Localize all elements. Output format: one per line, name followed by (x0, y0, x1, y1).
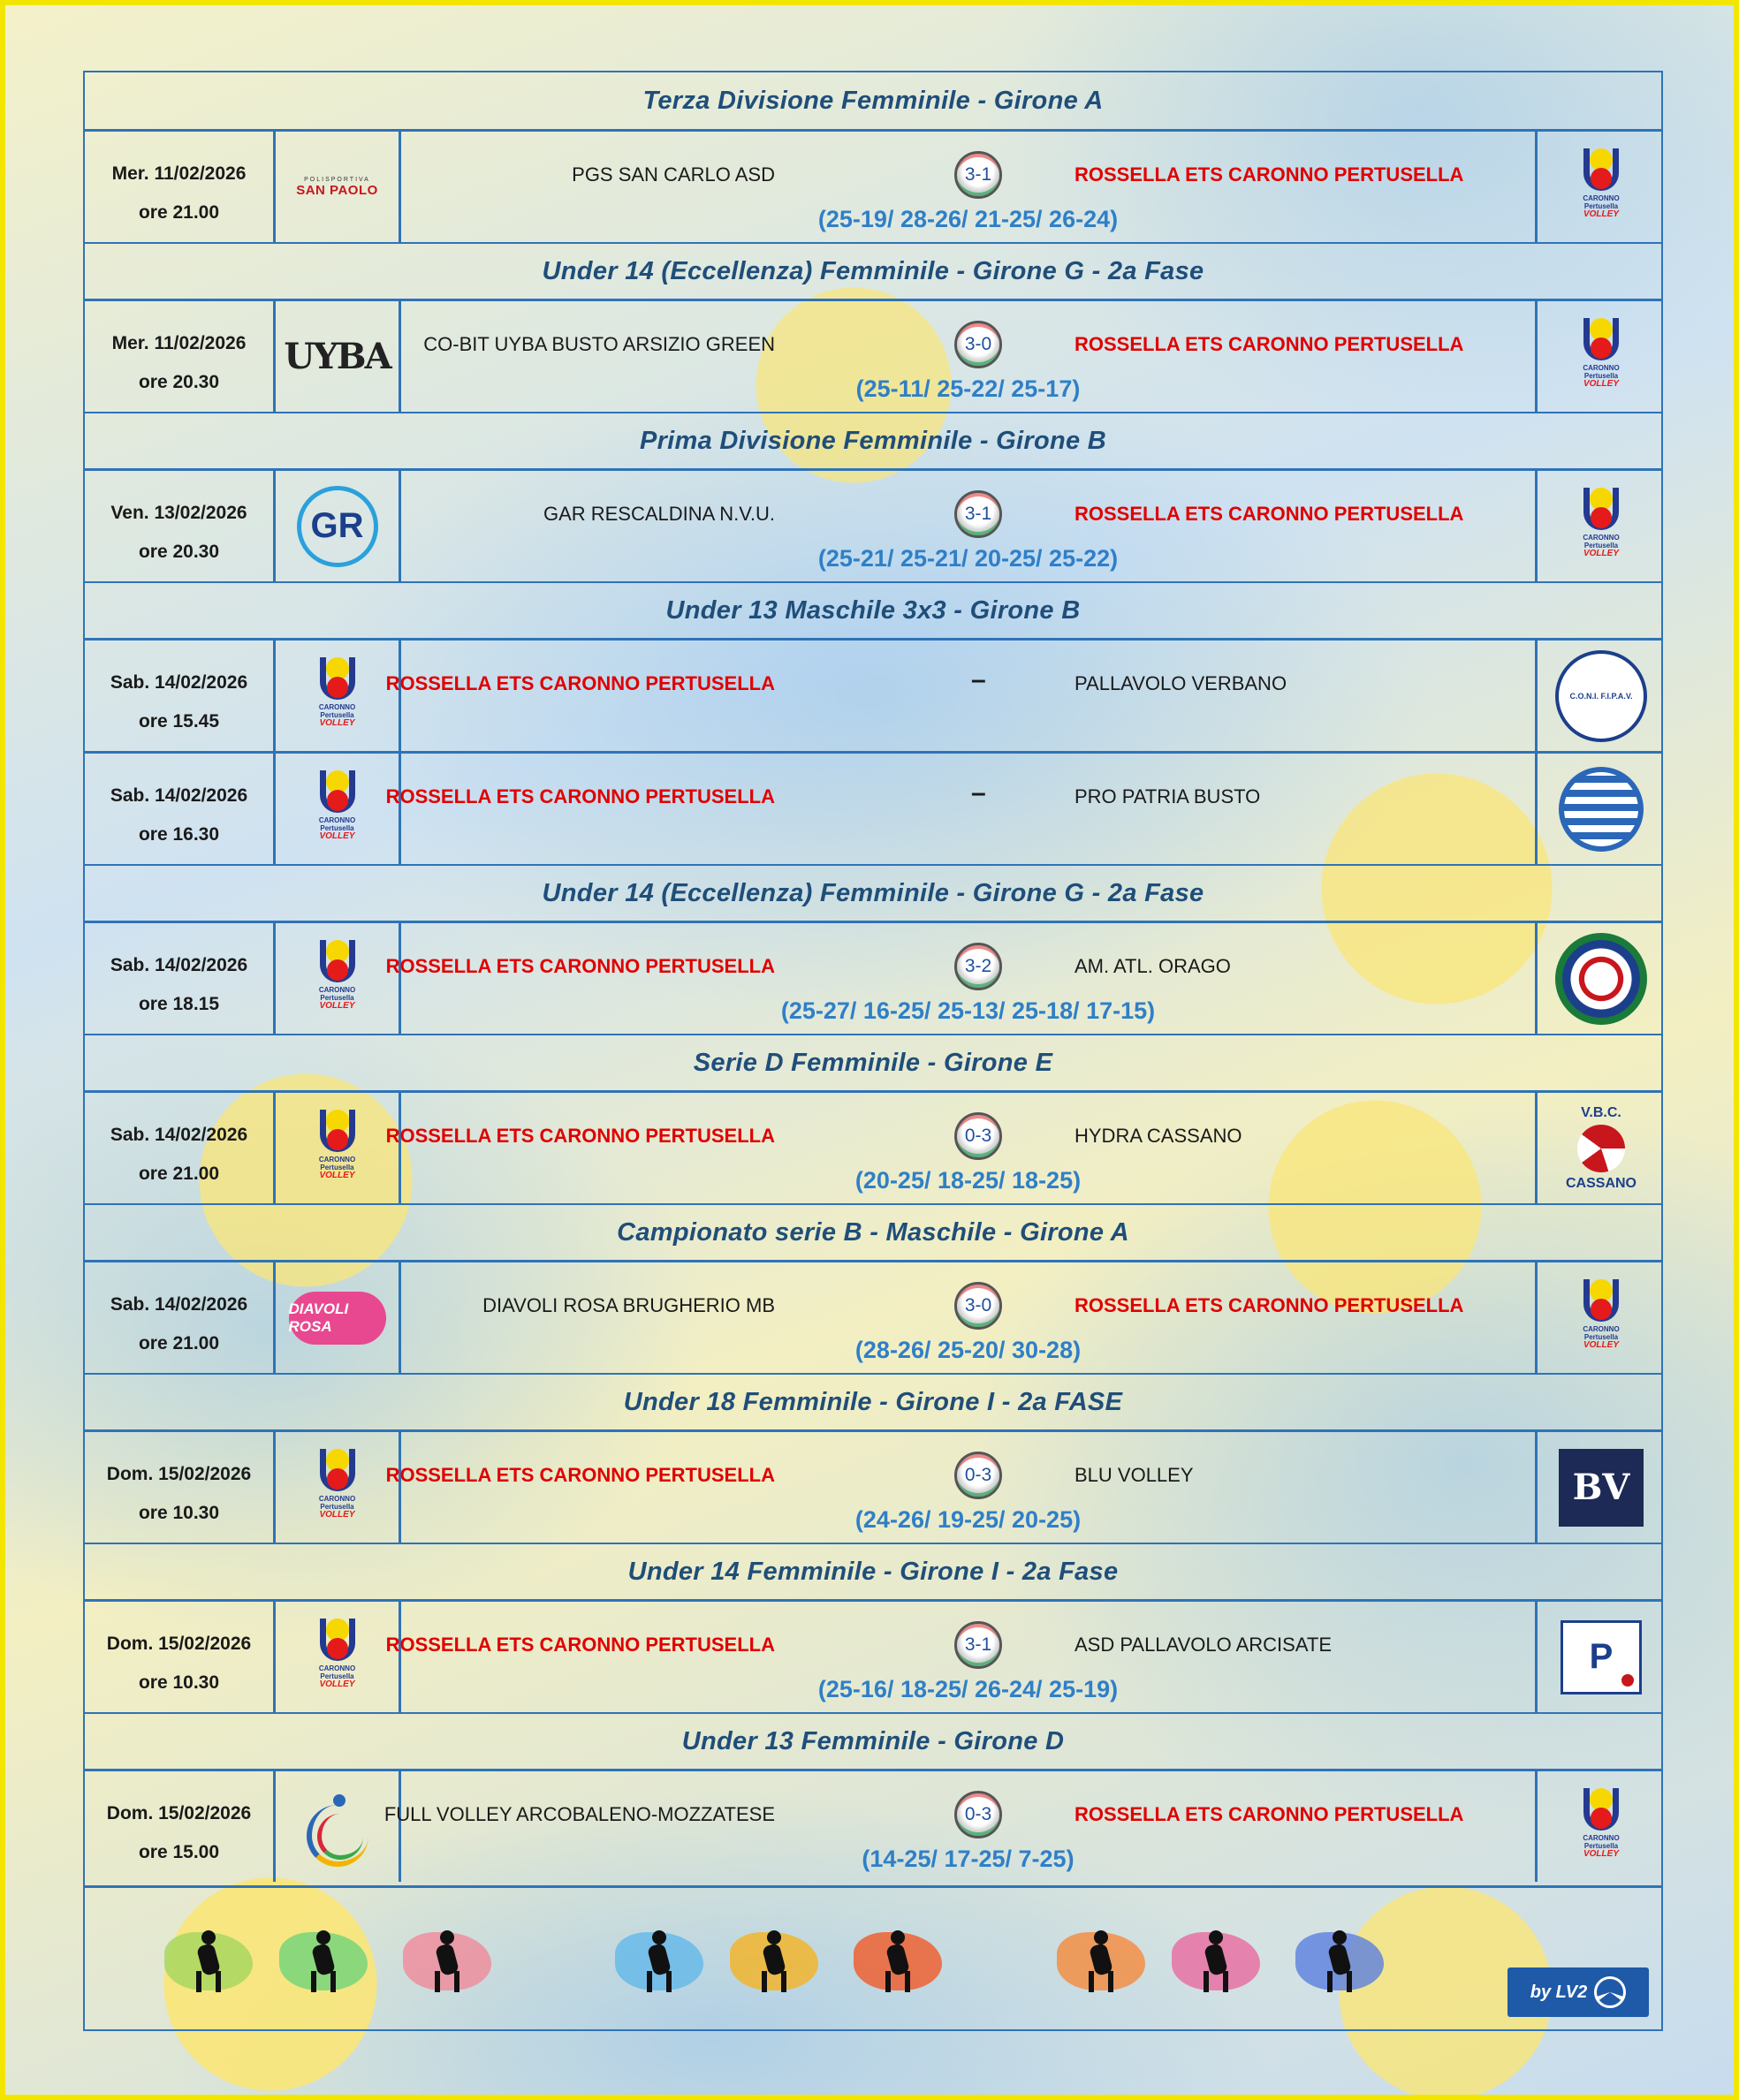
logo-text (1566, 534, 1636, 557)
logo-text (302, 1664, 373, 1688)
match-time: ore 21.00 (138, 1333, 220, 1353)
player-legs (311, 1971, 336, 1992)
match-day: Sab. 14/02/2026 (110, 1294, 248, 1315)
logo-text (302, 703, 373, 727)
logo-red-dot (1591, 168, 1612, 189)
logo-text-line1: CARONNO (1583, 363, 1620, 372)
match-row (85, 1599, 1661, 1712)
player-silhouette-icon (730, 1927, 818, 1998)
match-day: Sab. 14/02/2026 (110, 1125, 248, 1145)
home-logo-cell (276, 132, 401, 242)
logo-text-line2: Pertusella (1583, 1332, 1619, 1341)
match-day: Sab. 14/02/2026 (110, 785, 248, 806)
match-date-cell (85, 923, 276, 1034)
logo-text-line1: CARONNO (318, 702, 356, 711)
rossella-volley-logo (1571, 1279, 1631, 1357)
logo-text-line1: CARONNO (318, 985, 356, 994)
diavoli-rosa-logo: DIAVOLI ROSA (289, 1292, 386, 1345)
section-title: Prima Divisione Femminile - Girone B (85, 412, 1661, 468)
player-head (652, 1930, 666, 1945)
score-badge: 3-0 (954, 321, 1002, 368)
player-figure (884, 1930, 910, 1992)
match-cell (401, 471, 1535, 581)
away-team-name: ROSSELLA ETS CARONNO PERTUSELLA (1075, 163, 1464, 186)
match-row (85, 1429, 1661, 1543)
away-team-name: ROSSELLA ETS CARONNO PERTUSELLA (1075, 1803, 1464, 1825)
away-team-name: AM. ATL. ORAGO (1075, 955, 1231, 977)
home-team-name: ROSSELLA ETS CARONNO PERTUSELLA (385, 1125, 775, 1147)
score-badge: 3-1 (954, 1621, 1002, 1669)
section-title: Under 13 Maschile 3x3 - Girone B (85, 581, 1661, 638)
logo-bottom-text: CASSANO (1565, 1175, 1636, 1191)
logo-text-line2: Pertusella (320, 1502, 354, 1511)
match-cell (385, 1093, 1535, 1203)
volleyball-icon (1594, 1976, 1626, 2008)
match-date-cell (85, 754, 276, 864)
home-team-name: FULL VOLLEY ARCOBALENO-MOZZATESE (383, 1803, 775, 1825)
player-silhouette-icon (1295, 1927, 1384, 1998)
logo-text-line2: Pertusella (320, 993, 354, 1002)
logo-text (302, 1156, 373, 1179)
logo-main-text: SAN PAOLO (296, 182, 378, 198)
section-title: Campionato serie B - Maschile - Girone A (85, 1203, 1661, 1260)
away-logo-cell (1535, 641, 1665, 751)
player-legs (762, 1971, 786, 1992)
logo-text-line3: VOLLEY (319, 1170, 355, 1180)
score-badge: 0-3 (954, 1452, 1002, 1499)
score-pending: – (971, 665, 986, 694)
logo-text (1566, 1325, 1636, 1349)
logo-red-dot (1591, 1299, 1612, 1320)
match-row (85, 1260, 1661, 1373)
arcisate-logo: P (1561, 1620, 1642, 1694)
player-legs (435, 1971, 459, 1992)
match-row (85, 921, 1661, 1034)
logo-text-line3: VOLLEY (319, 717, 355, 728)
score-pending: – (971, 778, 986, 807)
player-figure (645, 1930, 672, 1992)
section-title: Serie D Femminile - Girone E (85, 1034, 1661, 1090)
logo-red-dot (327, 1468, 348, 1490)
match-day: Sab. 14/02/2026 (110, 672, 248, 693)
set-scores: (25-27/ 16-25/ 25-13/ 25-18/ 17-15) (780, 997, 1156, 1024)
home-team-name: GAR RESCALDINA N.V.U. (543, 503, 775, 525)
away-team-name: PALLAVOLO VERBANO (1075, 672, 1287, 694)
logo-dot (333, 1794, 346, 1807)
match-time: ore 21.00 (138, 1164, 220, 1184)
away-team-name: ROSSELLA ETS CARONNO PERTUSELLA (1075, 1294, 1464, 1316)
verbano-logo: C.O.N.I. F.I.P.A.V. (1555, 650, 1647, 742)
player-legs (1327, 1971, 1352, 1992)
home-logo-cell (276, 1771, 401, 1882)
section-title: Under 13 Femminile - Girone D (85, 1712, 1661, 1769)
vbc-cassano-logo (1557, 1105, 1645, 1192)
section-title: Terza Divisione Femminile - Girone A (642, 86, 1104, 115)
match-time: ore 18.15 (138, 994, 220, 1014)
match-date-cell (85, 1432, 276, 1543)
player-figure (760, 1930, 786, 1992)
rossella-volley-logo (1571, 318, 1631, 396)
logo-text (1566, 364, 1636, 388)
away-logo-cell (1535, 1432, 1665, 1543)
polisportiva-san-paolo-logo (289, 177, 386, 198)
score-badge: 3-2 (954, 943, 1002, 990)
player-figure (194, 1930, 221, 1992)
logo-red-dot (1591, 507, 1612, 528)
match-row (85, 751, 1661, 864)
set-scores: (25-16/ 18-25/ 26-24/ 25-19) (817, 1676, 1119, 1702)
uyba-logo: UYBA (284, 336, 391, 377)
home-logo-cell (276, 754, 401, 864)
player-legs (196, 1971, 221, 1992)
home-team-name: ROSSELLA ETS CARONNO PERTUSELLA (385, 1634, 775, 1656)
match-cell (385, 1432, 1535, 1543)
player-head (1333, 1930, 1347, 1945)
set-scores: (28-26/ 25-20/ 30-28) (854, 1337, 1082, 1363)
rossella-volley-logo (308, 940, 368, 1018)
logo-text-line2: Pertusella (1583, 371, 1619, 380)
away-team-name: ROSSELLA ETS CARONNO PERTUSELLA (1075, 333, 1464, 355)
set-scores: (25-11/ 25-22/ 25-17) (855, 375, 1081, 402)
match-day: Mer. 11/02/2026 (111, 333, 247, 353)
player-figure (1087, 1930, 1113, 1992)
match-row (85, 129, 1661, 242)
logo-text (1566, 1834, 1636, 1858)
logo-red-dot (1591, 337, 1612, 359)
match-time: ore 16.30 (138, 824, 220, 845)
away-logo-cell (1535, 1771, 1665, 1882)
home-team-name: CO-BIT UYBA BUSTO ARSIZIO GREEN (423, 333, 775, 355)
player-silhouette-icon (164, 1927, 253, 1998)
logo-text (1566, 194, 1636, 218)
logo-text (302, 986, 373, 1010)
match-time: ore 10.30 (138, 1672, 220, 1693)
player-head (1209, 1930, 1223, 1945)
logo-red-dot (327, 790, 348, 811)
away-logo-cell (1535, 132, 1665, 242)
home-logo-cell (276, 1093, 401, 1203)
player-head (891, 1930, 905, 1945)
logo-text-line3: VOLLEY (319, 1000, 355, 1011)
rossella-volley-logo (1571, 1788, 1631, 1866)
logo-text-line1: CARONNO (318, 1155, 356, 1164)
logo-text-line1: CARONNO (318, 815, 356, 824)
logo-text-line1: CARONNO (318, 1664, 356, 1672)
player-legs (1204, 1971, 1228, 1992)
match-day: Sab. 14/02/2026 (110, 955, 248, 975)
away-logo-cell (1535, 1093, 1665, 1203)
home-logo-cell (276, 471, 401, 581)
player-legs (1089, 1971, 1113, 1992)
match-time: ore 15.45 (138, 711, 220, 732)
player-legs (647, 1971, 672, 1992)
player-figure (1202, 1930, 1228, 1992)
home-team-name: ROSSELLA ETS CARONNO PERTUSELLA (385, 1464, 775, 1486)
home-team-name: PGS SAN CARLO ASD (572, 163, 775, 186)
match-row (85, 1090, 1661, 1203)
rossella-volley-logo (1571, 148, 1631, 226)
match-date-cell (85, 1602, 276, 1712)
away-logo-cell (1535, 301, 1665, 412)
away-logo-cell (1535, 1602, 1665, 1712)
logo-text-line3: VOLLEY (319, 1509, 355, 1520)
match-date-cell (85, 301, 276, 412)
rescaldina-logo: GR (297, 486, 378, 567)
rossella-volley-logo (308, 770, 368, 848)
match-date-cell (85, 1771, 276, 1882)
home-logo-cell (276, 1262, 401, 1373)
rossella-volley-logo (1571, 488, 1631, 565)
logo-text-line1: CARONNO (318, 1494, 356, 1503)
match-date-cell (85, 1093, 276, 1203)
volleyball-icon (1577, 1125, 1625, 1172)
logo-text-line3: VOLLEY (319, 1679, 355, 1689)
match-day: Dom. 15/02/2026 (106, 1464, 252, 1484)
match-day: Dom. 15/02/2026 (106, 1803, 252, 1823)
match-cell (401, 132, 1535, 242)
full-volley-logo (298, 1787, 377, 1867)
away-team-name: ASD PALLAVOLO ARCISATE (1075, 1634, 1332, 1656)
logo-text-line3: VOLLEY (319, 830, 355, 841)
logo-text-line1: CARONNO (1583, 1324, 1620, 1333)
match-cell (401, 301, 1535, 412)
rossella-volley-logo (308, 1619, 368, 1696)
match-cell (385, 641, 1535, 751)
home-logo-cell (276, 1602, 401, 1712)
rossella-volley-logo (308, 1110, 368, 1187)
match-day: Mer. 11/02/2026 (111, 163, 247, 184)
logo-text-line2: Pertusella (320, 1672, 354, 1680)
away-logo-cell (1535, 471, 1665, 581)
set-scores: (24-26/ 19-25/ 20-25) (854, 1506, 1082, 1533)
match-day: Dom. 15/02/2026 (106, 1634, 252, 1654)
match-cell (383, 1771, 1535, 1882)
match-row (85, 299, 1661, 412)
logo-text-line3: VOLLEY (1583, 1848, 1619, 1859)
player-head (316, 1930, 330, 1945)
logo-text-line1: CARONNO (1583, 193, 1620, 202)
player-silhouette-icon (615, 1927, 703, 1998)
rossella-volley-logo (308, 1449, 368, 1527)
logo-red-dot (327, 1638, 348, 1659)
score-badge: 3-1 (954, 490, 1002, 538)
footer-banner (85, 1885, 1661, 2029)
logo-top-text: V.B.C. (1581, 1104, 1621, 1120)
logo-text-line2: Pertusella (1583, 201, 1619, 210)
home-logo-cell (276, 301, 401, 412)
match-row (85, 468, 1661, 581)
away-logo-cell (1535, 1262, 1665, 1373)
section-title: Under 14 (Eccellenza) Femminile - Girone G - 2a Fase (85, 864, 1661, 921)
section-title: Under 14 (Eccellenza) Femminile - Girone G - 2a Fase (85, 242, 1661, 299)
logo-text (302, 1495, 373, 1519)
logo-text-line3: VOLLEY (1583, 378, 1619, 389)
match-time: ore 20.30 (138, 372, 220, 392)
match-cell (385, 754, 1535, 864)
logo-text-line1: CARONNO (1583, 1833, 1620, 1842)
pro-patria-logo (1559, 767, 1644, 852)
player-silhouette-icon (403, 1927, 491, 1998)
match-row (85, 638, 1661, 751)
match-time: ore 21.00 (138, 202, 220, 223)
score-badge: 0-3 (954, 1791, 1002, 1838)
player-silhouette-icon (1172, 1927, 1260, 1998)
logo-red-dot (327, 1129, 348, 1150)
set-scores: (20-25/ 18-25/ 18-25) (854, 1167, 1082, 1194)
score-badge: 3-1 (954, 151, 1002, 199)
home-logo-cell (276, 641, 401, 751)
logo-text (302, 816, 373, 840)
match-cell (385, 923, 1535, 1034)
away-logo-cell (1535, 754, 1665, 864)
home-team-name: ROSSELLA ETS CARONNO PERTUSELLA (385, 785, 775, 807)
set-scores: (25-19/ 28-26/ 21-25/ 26-24) (817, 206, 1119, 232)
logo-text-line3: VOLLEY (1583, 208, 1619, 219)
match-day: Ven. 13/02/2026 (110, 503, 247, 523)
logo-text-line2: Pertusella (320, 823, 354, 832)
player-figure (309, 1930, 336, 1992)
home-team-name: ROSSELLA ETS CARONNO PERTUSELLA (385, 672, 775, 694)
logo-text-line2: Pertusella (1583, 541, 1619, 550)
set-scores: (25-21/ 25-21/ 20-25/ 25-22) (817, 545, 1119, 572)
player-figure (433, 1930, 459, 1992)
orago-logo (1555, 933, 1647, 1025)
player-figure (1325, 1930, 1352, 1992)
match-date-cell (85, 471, 276, 581)
player-head (440, 1930, 454, 1945)
score-badge: 3-0 (954, 1282, 1002, 1330)
home-team-name: DIAVOLI ROSA BRUGHERIO MB (482, 1294, 775, 1316)
player-silhouette-icon (279, 1927, 368, 1998)
away-logo-cell (1535, 923, 1665, 1034)
score-badge: 0-3 (954, 1112, 1002, 1160)
section-title: Under 14 Femminile - Girone I - 2a Fase (85, 1543, 1661, 1599)
player-head (1094, 1930, 1108, 1945)
home-team-name: ROSSELLA ETS CARONNO PERTUSELLA (385, 955, 775, 977)
section-title: Under 18 Femminile - Girone I - 2a FASE (85, 1373, 1661, 1429)
match-time: ore 15.00 (138, 1842, 220, 1862)
player-silhouette-icon (1057, 1927, 1145, 1998)
away-team-name: HYDRA CASSANO (1075, 1125, 1242, 1147)
player-legs (885, 1971, 910, 1992)
match-date-cell (85, 1262, 276, 1373)
logo-red-dot (1591, 1808, 1612, 1829)
logo-text-line2: Pertusella (1583, 1841, 1619, 1850)
away-team-name: ROSSELLA ETS CARONNO PERTUSELLA (1075, 503, 1464, 525)
logo-text-line3: VOLLEY (1583, 1339, 1619, 1350)
match-row (85, 1769, 1661, 1882)
logo-text-line2: Pertusella (320, 1163, 354, 1171)
logo-top-text: POLISPORTIVA (304, 176, 370, 183)
blu-volley-logo: BV (1559, 1449, 1644, 1527)
match-time: ore 10.30 (138, 1503, 220, 1523)
set-scores: (14-25/ 17-25/ 7-25) (862, 1846, 1075, 1872)
logo-red-dot (327, 959, 348, 981)
home-logo-cell (276, 923, 401, 1034)
credit-text: by LV2 (1530, 1982, 1588, 2002)
match-date-cell (85, 641, 276, 751)
results-board (83, 71, 1663, 2031)
logo-text-line2: Pertusella (320, 710, 354, 719)
match-cell (385, 1602, 1535, 1712)
rossella-volley-logo (308, 657, 368, 735)
logo-text-line1: CARONNO (1583, 533, 1620, 542)
logo-red-dot (327, 677, 348, 698)
player-head (767, 1930, 781, 1945)
player-silhouette-icon (854, 1927, 942, 1998)
home-logo-cell (276, 1432, 401, 1543)
credit-badge (1507, 1967, 1649, 2017)
away-team-name: PRO PATRIA BUSTO (1075, 785, 1261, 807)
match-date-cell (85, 132, 276, 242)
player-head (201, 1930, 216, 1945)
logo-arc (317, 1814, 363, 1860)
logo-text-line3: VOLLEY (1583, 548, 1619, 558)
match-cell (401, 1262, 1535, 1373)
match-time: ore 20.30 (138, 542, 220, 562)
away-team-name: BLU VOLLEY (1075, 1464, 1194, 1486)
